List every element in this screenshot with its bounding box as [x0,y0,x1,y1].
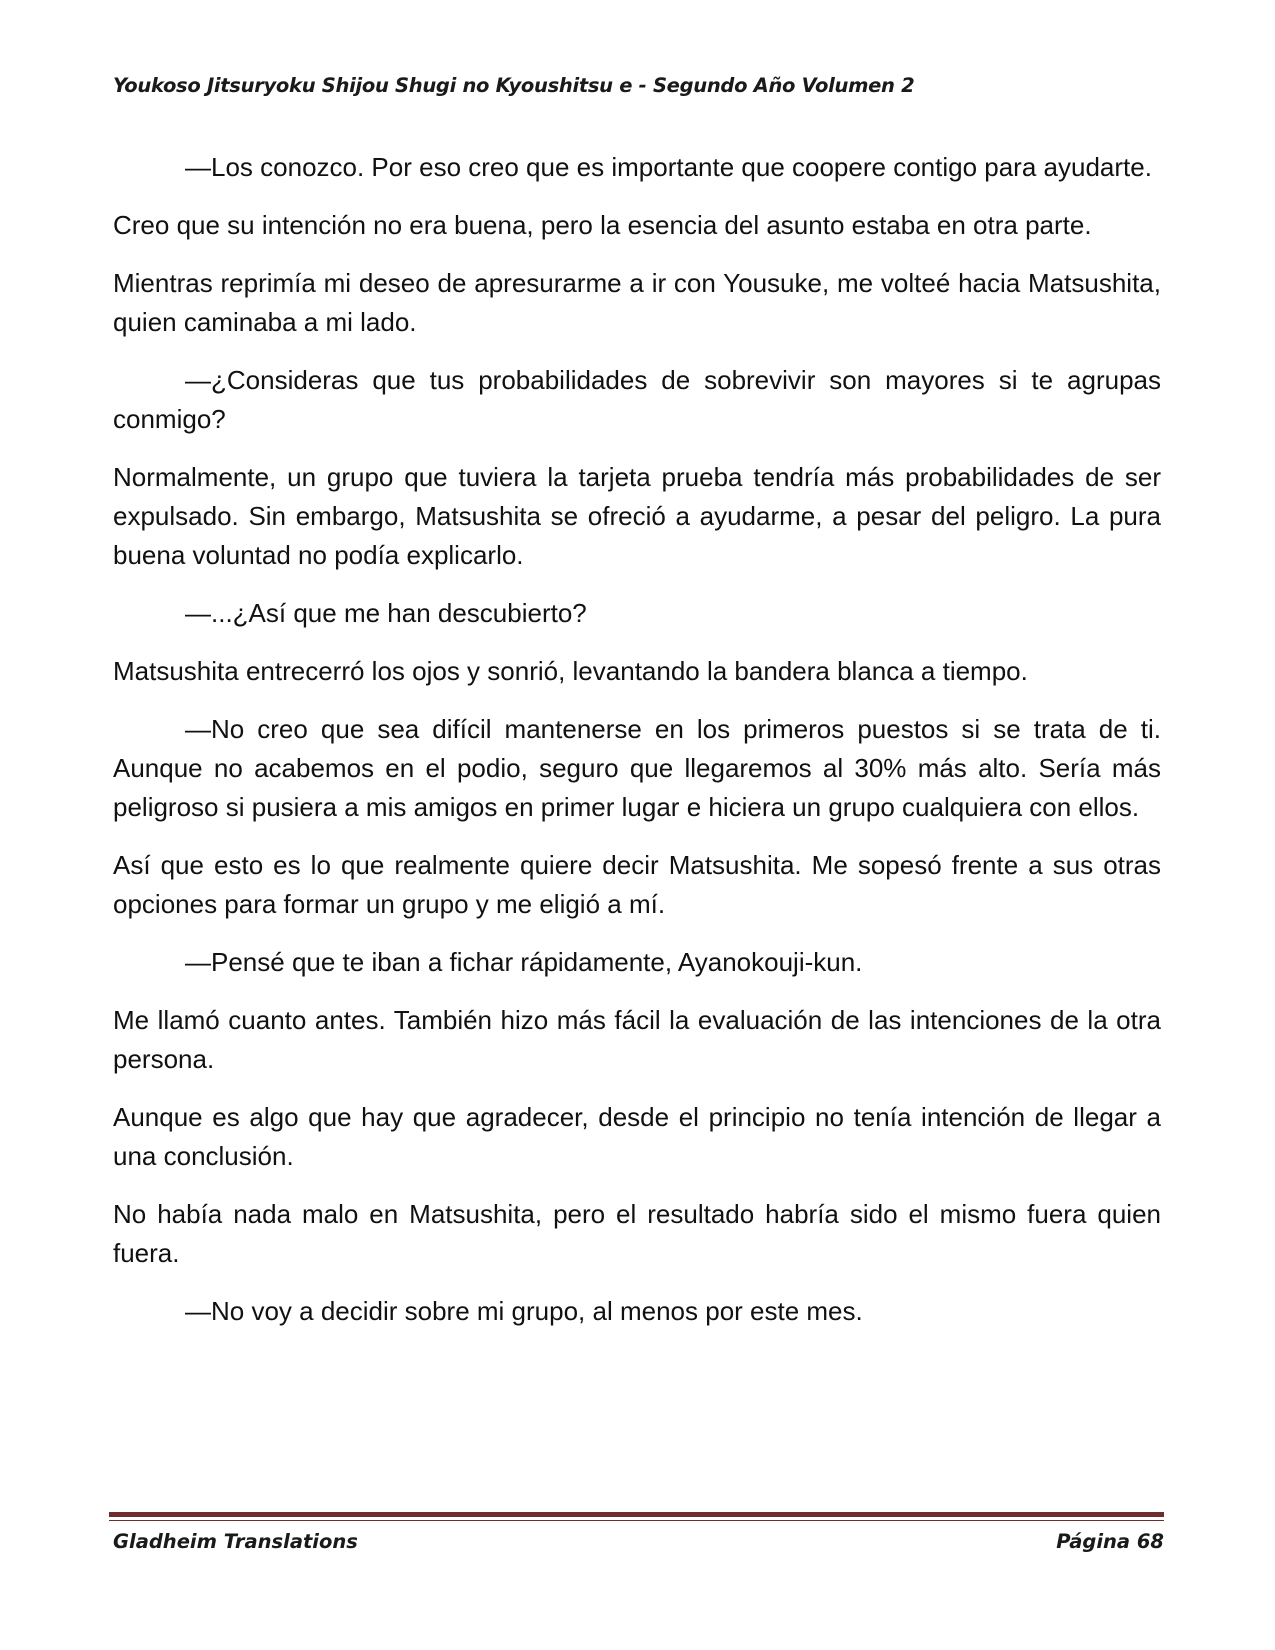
footer-divider-thick [109,1512,1164,1517]
paragraph: No había nada malo en Matsushita, pero el resultado habría sido el mismo fuera quien fuera. [113,1199,1161,1268]
page-body [113,148,1161,1350]
paragraph-dialog: —...¿Así que me han descubierto? [185,598,587,628]
paragraph: Normalmente, un grupo que tuviera la tarjeta prueba tendría más probabilidades de ser expulsado. Sin embargo, Matsushita se ofreció a ayudarme, a pesar del peligro. La pura buena voluntad no podía explicarlo. [113,462,1161,570]
paragraph: Creo que su intención no era buena, pero la esencia del asunto estaba en otra parte. [113,210,1092,240]
footer-translator: Gladheim Translations [113,1530,358,1553]
footer-divider-thin [109,1520,1164,1521]
page-header-title: Youkoso Jitsuryoku Shijou Shugi no Kyoushitsu e - Segundo Año Volumen 2 [113,74,915,97]
paragraph-dialog: —Los conozco. Por eso creo que es importante que coopere contigo para ayudarte. [185,152,1152,182]
paragraph-dialog: —No creo que sea difícil mantenerse en los primeros puestos si se trata de ti. Aunque no acabemos en el podio, seguro que llegaremos al 30% más alto. Sería más peligroso si pusiera a mis amigos en primer lugar e hiciera un grupo cualquiera con ellos. [113,714,1161,822]
paragraph: Aunque es algo que hay que agradecer, desde el principio no tenía intención de llegar a una conclusión. [113,1102,1161,1171]
paragraph-dialog: —Pensé que te iban a fichar rápidamente, Ayanokouji-kun. [185,947,863,977]
paragraph: Matsushita entrecerró los ojos y sonrió, levantando la bandera blanca a tiempo. [113,656,1028,686]
paragraph-dialog: —¿Consideras que tus probabilidades de sobrevivir son mayores si te agrupas conmigo? [113,365,1161,434]
paragraph: Mientras reprimía mi deseo de apresurarme a ir con Yousuke, me volteé hacia Matsushita, quien caminaba a mi lado. [113,268,1161,337]
paragraph: Me llamó cuanto antes. También hizo más fácil la evaluación de las intenciones de la otra persona. [113,1005,1161,1074]
paragraph: Así que esto es lo que realmente quiere decir Matsushita. Me sopesó frente a sus otras opciones para formar un grupo y me eligió a mí. [113,850,1161,919]
footer-page-number: Página 68 [1056,1530,1164,1553]
paragraph-dialog: —No voy a decidir sobre mi grupo, al menos por este mes. [185,1296,863,1326]
